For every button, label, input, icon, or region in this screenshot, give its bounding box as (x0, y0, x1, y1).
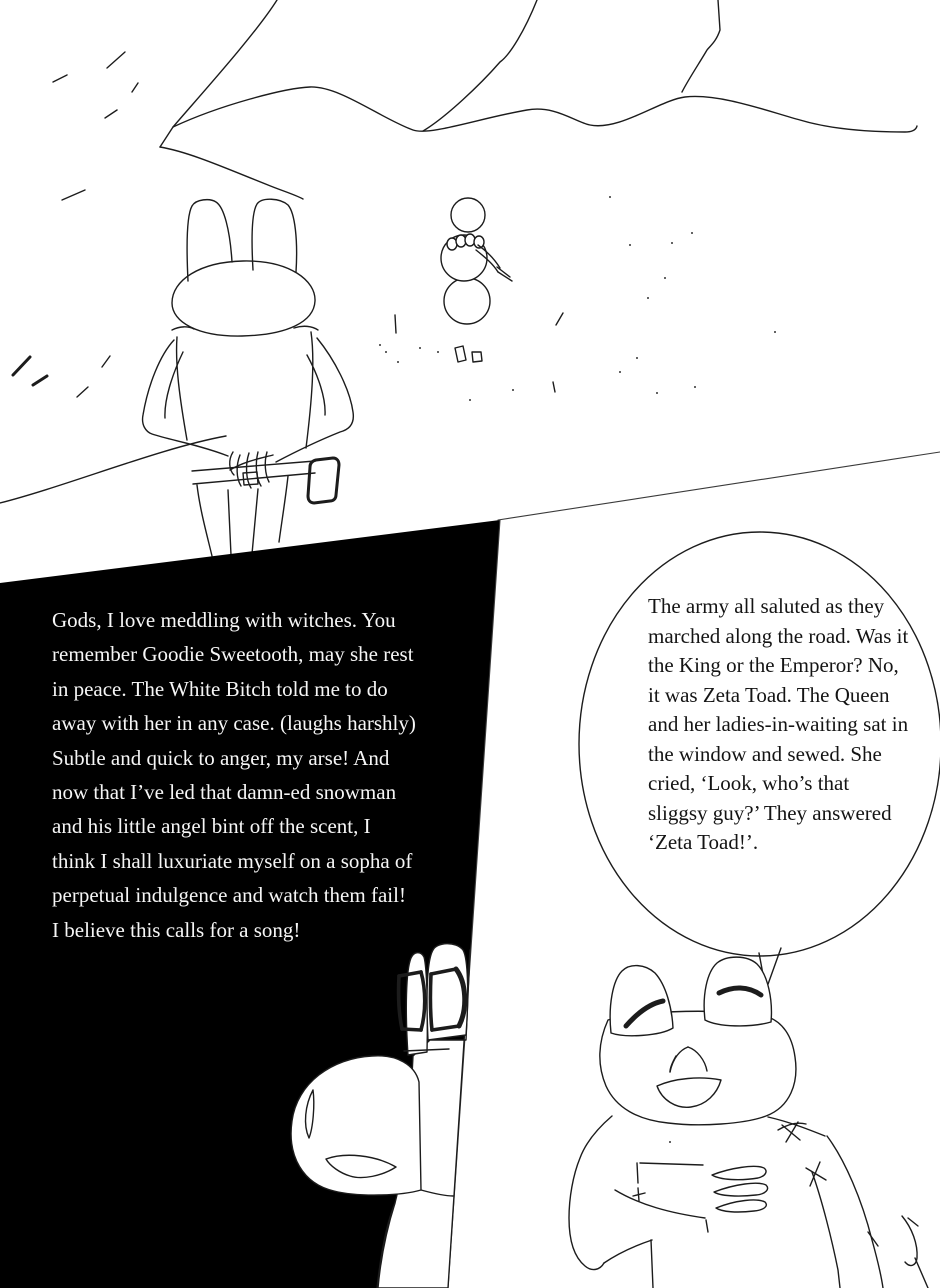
snowman-drawing (441, 198, 512, 362)
speech-bubble-line: and her ladies-in-waiting sat in (648, 712, 909, 736)
monologue-line: perpetual indulgence and watch them fail! (52, 883, 406, 908)
speech-bubble-line: cried, ‘Look, who’s that (648, 771, 850, 795)
speech-bubble-line: the window and sewed. She (648, 741, 882, 766)
speech-bubble-text (648, 592, 908, 858)
monologue-line: and his little angel bint off the scent, I (52, 814, 371, 839)
monologue-line: now that I’ve led that damn-ed snowman (52, 780, 397, 805)
panel-border-top-right (498, 452, 940, 520)
toad-back-figure-drawing (143, 199, 354, 556)
speech-bubble-line: ‘Zeta Toad!’. (648, 830, 759, 854)
monologue-text (52, 603, 416, 947)
speech-bubble-line: it was Zeta Toad. The Queen (648, 682, 890, 707)
monologue-line: Gods, I love meddling with witches. You (52, 608, 396, 632)
speech-bubble-line: sliggsy guy?’ They answered (648, 800, 892, 825)
monologue-line: in peace. The White Bitch told me to do (52, 676, 388, 701)
speech-bubble-line: marched along the road. Was it (648, 623, 909, 648)
monologue-line: think I shall luxuriate myself on a sopha of (52, 848, 413, 873)
monologue-line: Subtle and quick to anger, my arse! And (52, 745, 390, 770)
monologue-line: remember Goodie Sweetooth, may she rest (52, 642, 414, 667)
zeta-toad-drawing (569, 957, 928, 1288)
monologue-line: I believe this calls for a song! (52, 917, 301, 942)
speech-bubble-line: the King or the Emperor? No, (648, 653, 899, 677)
monologue-line: away with her in any case. (laughs harshly) (52, 711, 416, 736)
speech-bubble-line: The army all saluted as they (648, 594, 885, 618)
